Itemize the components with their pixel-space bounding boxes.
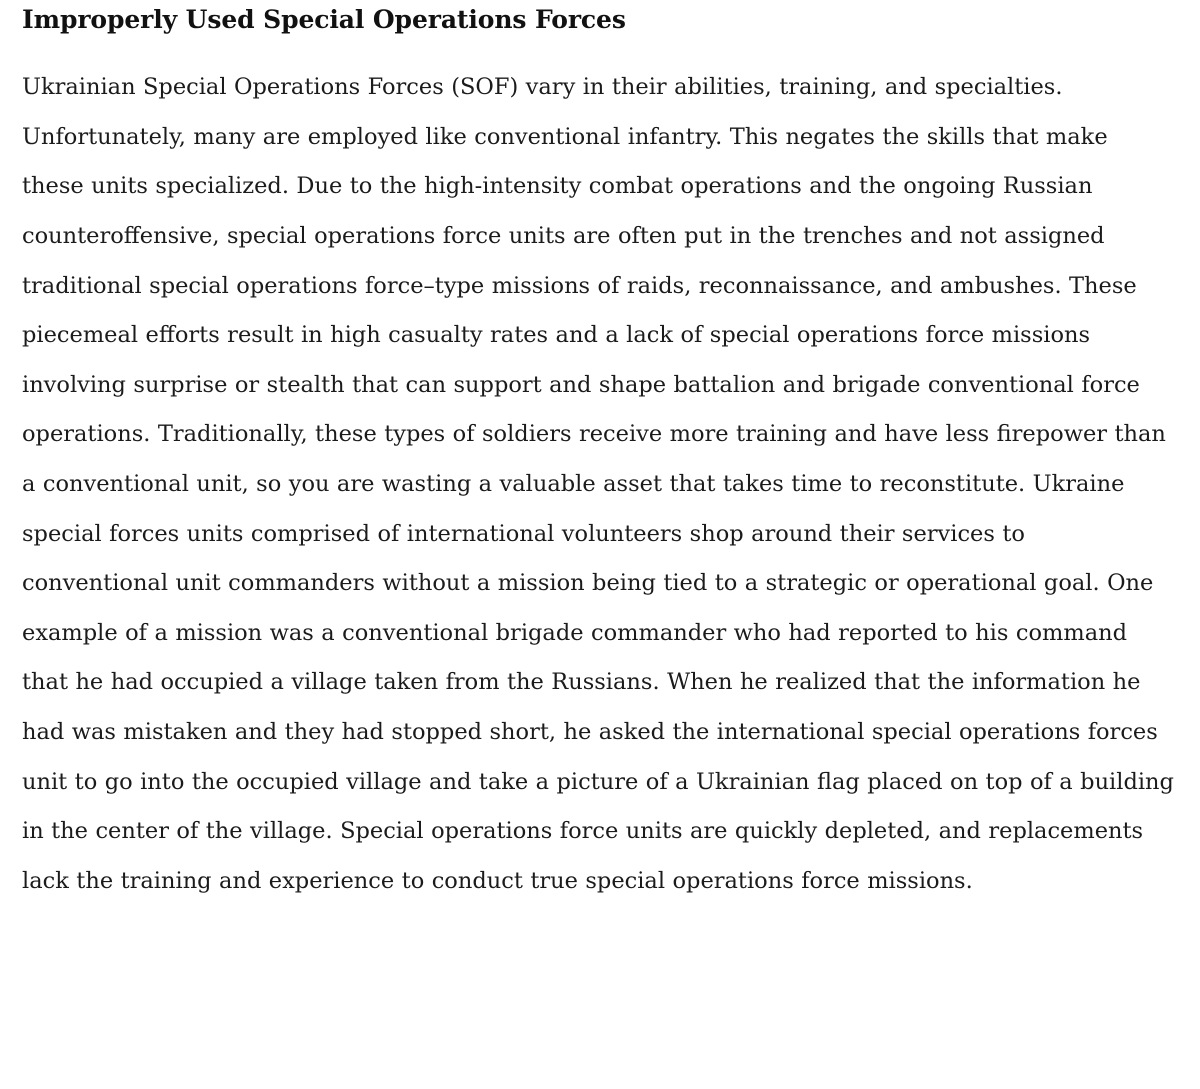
page-title: Improperly Used Special Operations Forces	[22, 5, 626, 34]
body-paragraph: Ukrainian Special Operations Forces (SOF) vary in their abilities, training, and specialties. Unfortunately, many are employed like conventional infantry. This negates the skills that make these units specialized. Due to the high-intensity combat operations and the ongoing Russian counteroffensive, special operations force units are often put in the trenches and not assigned traditional special operations force–type missions of raids, reconnaissance, and ambushes. These piecemeal efforts result in high casualty rates and a lack of special operations force missions involving surprise or stealth that can support and shape battalion and brigade conventional force operations. Traditionally, these types of soldiers receive more training and have less firepower than a conventional unit, so you are wasting a valuable asset that takes time to reconstitute. Ukraine special forces units comprised of international volunteers shop around their services to conventional unit commanders without a mission being tied to a strategic or operational goal. One example of a mission was a conventional brigade commander who had reported to his command that he had occupied a village taken from the Russians. When he realized that the information he had was mistaken and they had stopped short, he asked the international special operations forces unit to go into the occupied village and take a picture of a Ukrainian flag placed on top of a building in the center of the village. Special operations force units are quickly depleted, and replacements lack the training and experience to conduct true special operations force missions.	[22, 74, 1174, 894]
